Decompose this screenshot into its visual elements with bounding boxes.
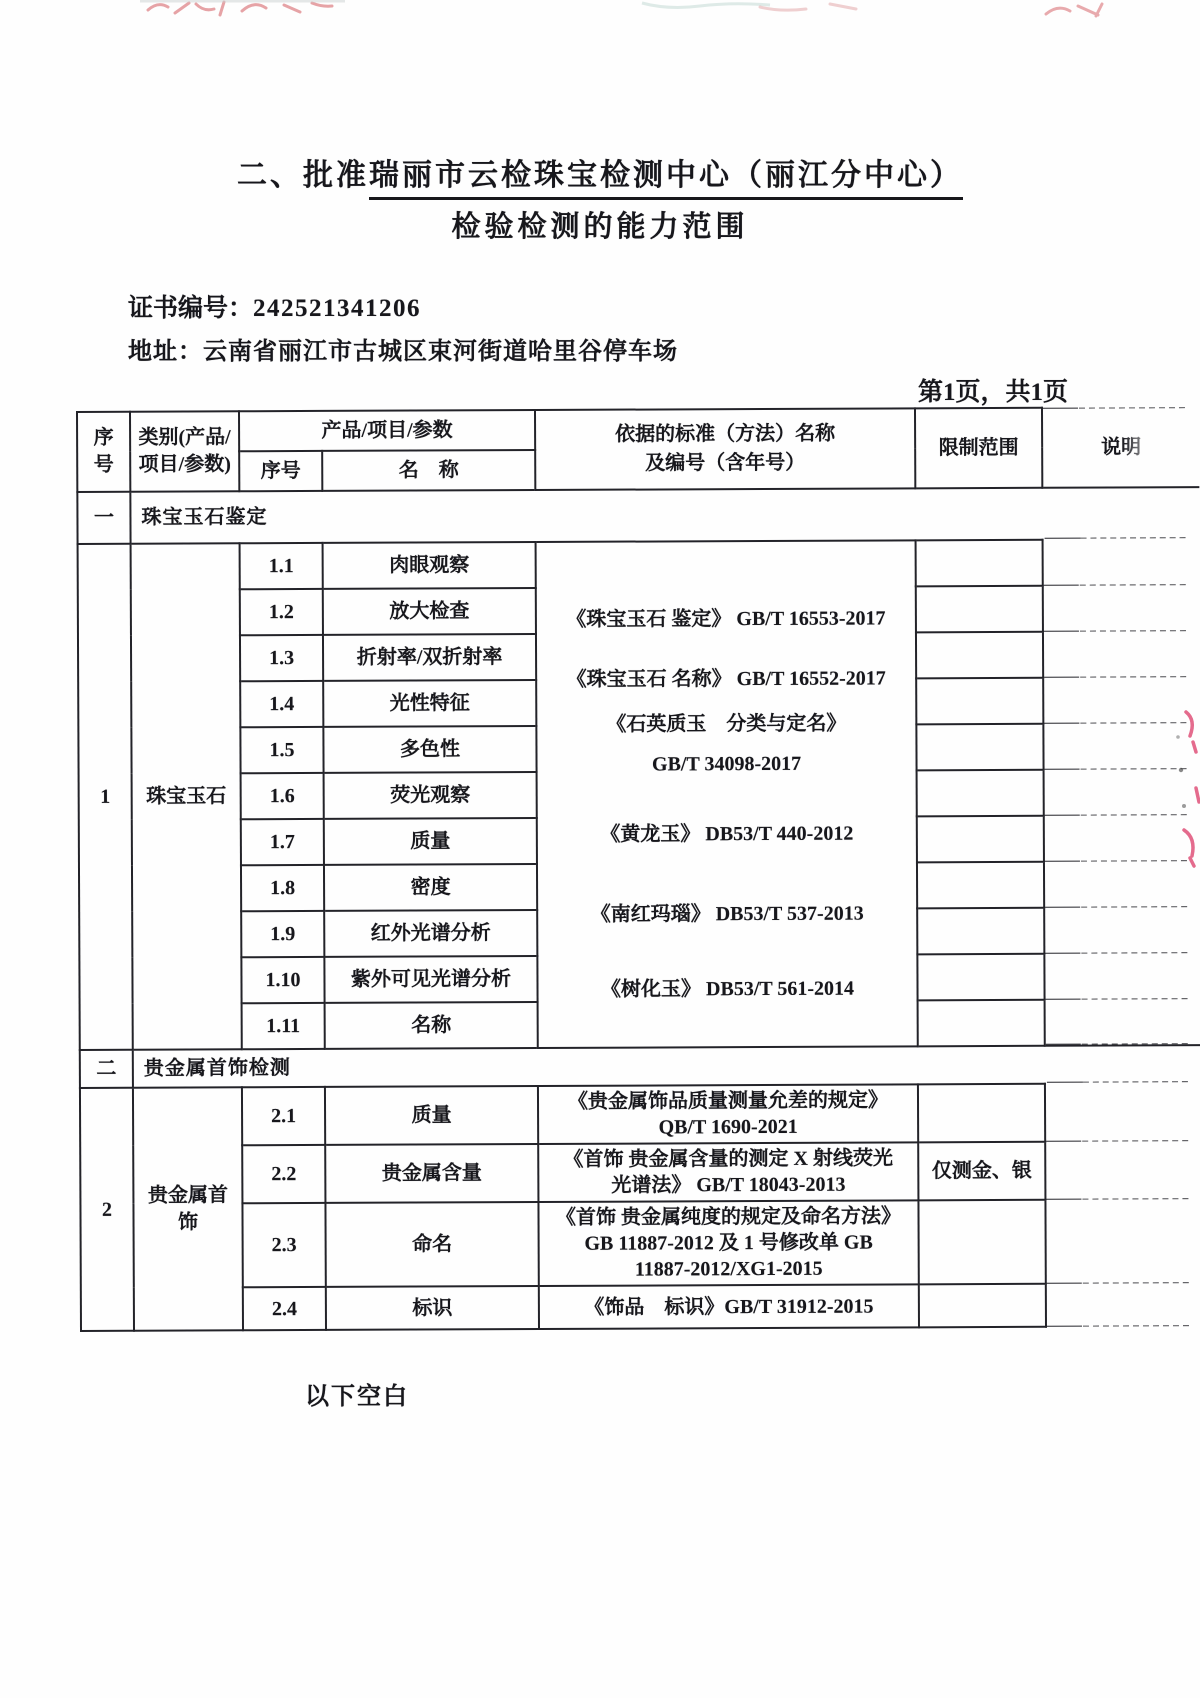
capability-table-wrap bbox=[76, 406, 1200, 1332]
address-value: 云南省丽江市古城区束河街道哈里谷停车场 bbox=[203, 339, 678, 365]
header-standard bbox=[535, 408, 915, 490]
note-cell bbox=[1045, 1141, 1200, 1200]
certificate-label: 证书编号： bbox=[128, 295, 254, 322]
limit-cell bbox=[918, 1000, 1045, 1047]
limit-cell bbox=[916, 540, 1043, 587]
limit-cell bbox=[916, 632, 1043, 679]
item-no-cell: 1.9 bbox=[241, 911, 324, 957]
item-name-cell: 肉眼观察 bbox=[323, 542, 536, 589]
limit-cell bbox=[917, 770, 1044, 817]
limit-cell bbox=[916, 678, 1043, 725]
top-right-red-marks bbox=[1046, 4, 1102, 16]
below-blank-note: 以下空白 bbox=[305, 1384, 409, 1410]
item-name-cell: 质量 bbox=[325, 1086, 538, 1145]
title-underlined-part: 瑞丽市云检珠宝检测中心（丽江分中心） bbox=[369, 159, 963, 200]
limit-cell bbox=[918, 1084, 1045, 1143]
section-title: 珠宝玉石鉴定 bbox=[130, 487, 1199, 544]
header-category: 类别(产品/项目/参数) bbox=[130, 411, 239, 491]
section-seq: 一 bbox=[77, 492, 130, 544]
top-middle-red-marks bbox=[760, 4, 856, 10]
note-cell bbox=[1045, 1199, 1200, 1284]
item-no-cell: 1.11 bbox=[242, 1003, 325, 1049]
item-name-cell: 荧光观察 bbox=[324, 772, 537, 819]
item-no-cell: 2.3 bbox=[242, 1203, 325, 1287]
limit-cell bbox=[917, 954, 1044, 1001]
item-name-cell: 贵金属含量 bbox=[325, 1144, 538, 1203]
note-cell bbox=[1043, 723, 1200, 770]
certificate-number: 242521341206 bbox=[253, 295, 422, 322]
standards-cell bbox=[536, 540, 918, 1048]
row-seq: 1 bbox=[78, 544, 133, 1050]
item-name-cell: 质量 bbox=[324, 818, 537, 865]
note-cell bbox=[1044, 815, 1200, 862]
note-cell bbox=[1043, 631, 1200, 678]
note-cell bbox=[1044, 907, 1200, 954]
note-cell bbox=[1046, 1283, 1200, 1327]
limit-cell bbox=[917, 908, 1044, 955]
section-title: 贵金属首饰检测 bbox=[133, 1045, 1200, 1088]
header-sub-name: 名 称 bbox=[322, 450, 535, 491]
standard-line: 《南红玛瑙》 DB53/T 537-2013 bbox=[590, 902, 864, 926]
header-seq-label: 序号 bbox=[93, 426, 114, 476]
certificate-number-line bbox=[128, 288, 421, 324]
note-cell bbox=[1043, 677, 1200, 724]
item-name-cell: 密度 bbox=[324, 864, 537, 911]
header-note-label: 说明 bbox=[1101, 435, 1142, 459]
address-label: 地址： bbox=[128, 339, 203, 365]
limit-cell bbox=[917, 862, 1044, 909]
item-no-cell: 1.1 bbox=[240, 543, 323, 589]
note-cell bbox=[1044, 953, 1200, 1000]
item-name-cell: 红外光谱分析 bbox=[324, 910, 537, 957]
standard-line: 《黄龙玉》 DB53/T 440-2012 bbox=[600, 822, 854, 846]
header-note bbox=[1042, 407, 1199, 488]
limit-cell bbox=[919, 1284, 1046, 1328]
header-limit: 限制范围 bbox=[915, 408, 1042, 489]
top-edge-red-marks bbox=[148, 2, 332, 15]
standards-lines bbox=[541, 541, 913, 1003]
item-name-cell: 光性特征 bbox=[323, 680, 536, 727]
limit-cell bbox=[918, 1200, 1045, 1285]
header-standard-line2: 及编号（含年号） bbox=[645, 451, 806, 475]
item-no-cell: 2.2 bbox=[242, 1145, 325, 1203]
item-no-cell: 2.1 bbox=[242, 1087, 325, 1145]
row-seq: 2 bbox=[80, 1088, 134, 1331]
section-seq: 二 bbox=[80, 1050, 133, 1088]
capability-table bbox=[76, 406, 1200, 1332]
item-no-cell: 1.7 bbox=[241, 819, 324, 865]
item-name-cell: 标识 bbox=[326, 1286, 539, 1330]
top-edge-gray-band bbox=[140, 0, 345, 3]
item-name-cell: 折射率/双折射率 bbox=[323, 634, 536, 681]
document-subtitle: 检验检测的能力范围 bbox=[451, 211, 749, 243]
item-no-cell: 1.6 bbox=[241, 773, 324, 819]
item-no-cell: 1.8 bbox=[241, 865, 324, 911]
standard-cell: 《饰品 标识》GB/T 31912-2015 bbox=[539, 1284, 919, 1329]
item-name-cell: 放大检查 bbox=[323, 588, 536, 635]
note-cell bbox=[1043, 539, 1200, 586]
header-seq bbox=[77, 412, 130, 492]
header-sub-seq: 序号 bbox=[239, 451, 322, 491]
limit-cell: 仅测金、银 bbox=[918, 1142, 1045, 1201]
standard-line: 《珠宝玉石 名称》 GB/T 16552-2017 bbox=[566, 667, 886, 691]
document-title bbox=[0, 150, 1200, 194]
note-cell bbox=[1044, 769, 1200, 816]
item-name-cell: 名称 bbox=[325, 1002, 538, 1049]
category-cell: 珠宝玉石 bbox=[131, 543, 242, 1049]
item-no-cell: 1.4 bbox=[240, 681, 323, 727]
standard-cell: 《贵金属饰品质量测量允差的规定》 QB/T 1690-2021 bbox=[538, 1084, 918, 1144]
item-no-cell: 1.5 bbox=[240, 727, 323, 773]
item-no-cell: 2.4 bbox=[243, 1287, 326, 1330]
item-name-cell: 命名 bbox=[325, 1202, 538, 1287]
limit-cell bbox=[917, 816, 1044, 863]
item-name-cell: 多色性 bbox=[323, 726, 536, 773]
page-indicator: 第1页，共1页 bbox=[918, 379, 1069, 406]
note-cell bbox=[1045, 1083, 1200, 1142]
item-name-cell: 紫外可见光谱分析 bbox=[324, 956, 537, 1003]
note-cell bbox=[1043, 585, 1200, 632]
standard-line: 《树化玉》 DB53/T 561-2014 bbox=[600, 977, 855, 1001]
standard-line: 《石英质玉 分类与定名》 bbox=[606, 712, 847, 736]
standard-cell: 《首饰 贵金属含量的测定 X 射线荧光 光谱法》 GB/T 18043-2013 bbox=[538, 1142, 918, 1202]
title-prefix: 二、批准 bbox=[237, 159, 369, 192]
item-no-cell: 1.2 bbox=[240, 589, 323, 635]
note-cell bbox=[1045, 999, 1200, 1046]
item-no-cell: 1.3 bbox=[240, 635, 323, 681]
standard-line: GB/T 34098-2017 bbox=[651, 752, 802, 776]
note-cell bbox=[1044, 861, 1200, 908]
header-standard-line1: 依据的标准（方法）名称 bbox=[615, 422, 836, 446]
address-line bbox=[128, 331, 678, 366]
category-cell: 贵金属首饰 bbox=[133, 1087, 243, 1330]
limit-cell bbox=[916, 586, 1043, 633]
standard-cell: 《首饰 贵金属纯度的规定及命名方法》 GB 11887-2012 及 1 号修改单 GB 11887-2012/XG1-2015 bbox=[538, 1200, 918, 1286]
item-no-cell: 1.10 bbox=[241, 957, 324, 1003]
limit-cell bbox=[916, 724, 1043, 771]
header-product-group: 产品/项目/参数 bbox=[239, 410, 535, 451]
standard-line: 《珠宝玉石 鉴定》 GB/T 16553-2017 bbox=[566, 607, 886, 631]
top-edge-teal-mark bbox=[642, 3, 770, 7]
